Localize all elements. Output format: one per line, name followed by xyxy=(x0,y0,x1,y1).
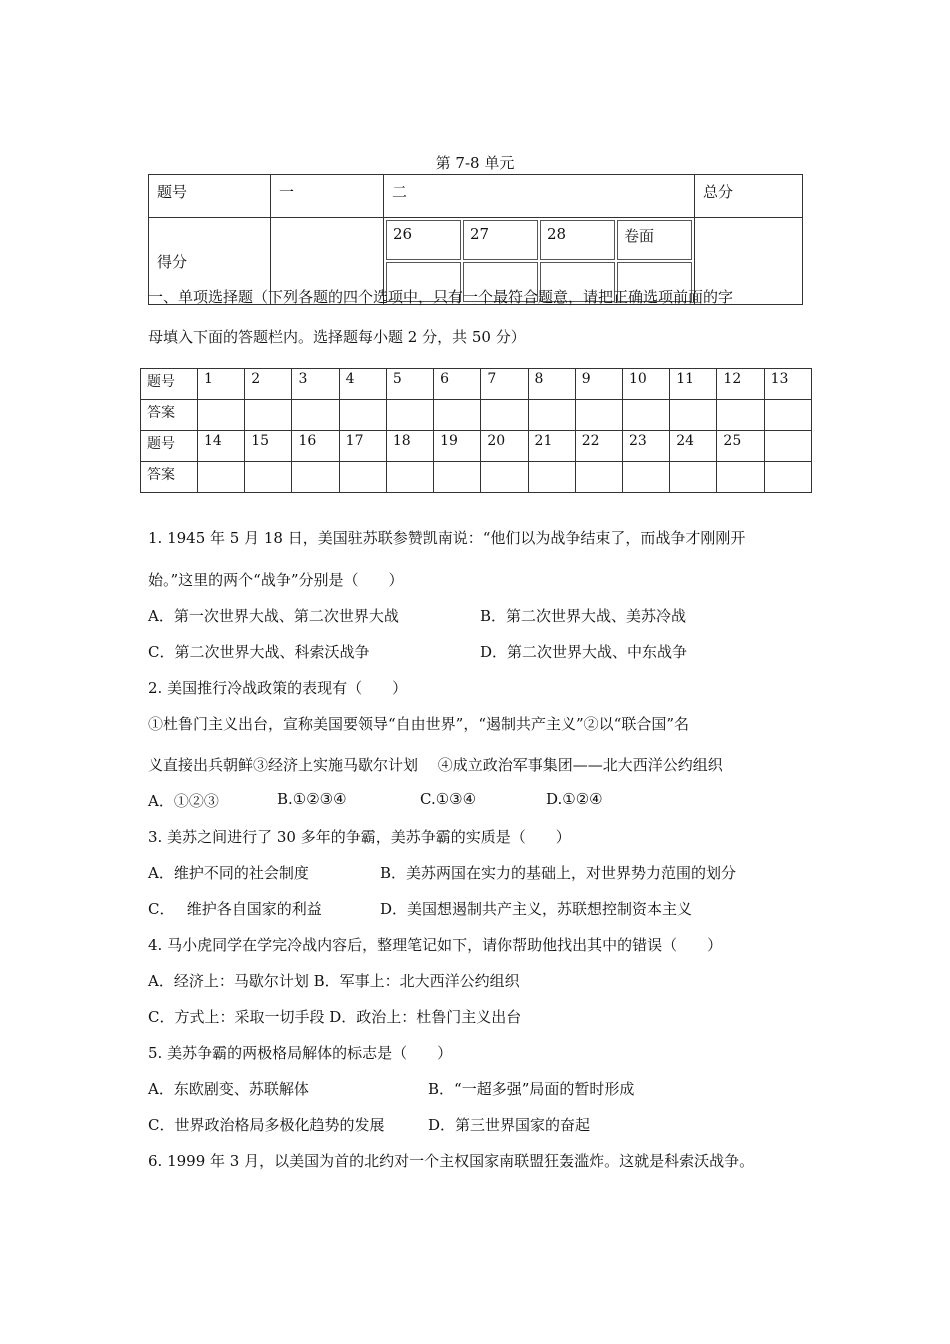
grid-number: 21 xyxy=(528,431,575,462)
question-3-option-a: A．维护不同的社会制度 xyxy=(148,864,309,882)
grid-number: 18 xyxy=(386,431,433,462)
question-2-option-c: C.①③④ xyxy=(420,790,477,808)
question-4-options-ab: A．经济上：马歇尔计划 B．军事上：北大西洋公约组织 xyxy=(148,972,520,990)
question-3-option-c: C． 维护各自国家的利益 xyxy=(148,900,322,918)
question-3-stem: 3. 美苏之间进行了 30 多年的争霸，美苏争霸的实质是（ ） xyxy=(148,828,571,846)
grid-number: 20 xyxy=(481,431,528,462)
answer-cell[interactable] xyxy=(670,462,717,493)
score-header-total: 总分 xyxy=(695,175,803,218)
answer-cell[interactable] xyxy=(386,400,433,431)
answer-cell[interactable] xyxy=(528,400,575,431)
answer-cell[interactable] xyxy=(670,400,717,431)
answer-cell[interactable] xyxy=(717,462,764,493)
answer-cell[interactable] xyxy=(292,400,339,431)
sub-header-neatness: 卷面 xyxy=(617,220,692,260)
sub-header-28: 28 xyxy=(540,220,615,260)
grid-number: 10 xyxy=(622,369,669,400)
question-5-option-a: A．东欧剧变、苏联解体 xyxy=(148,1080,309,1098)
answer-cell[interactable] xyxy=(245,400,292,431)
grid-number: 13 xyxy=(764,369,811,400)
answer-cell[interactable] xyxy=(575,462,622,493)
question-2-statements-line2: 义直接出兵朝鲜③经济上实施马歇尔计划 ④成立政治军事集团——北大西洋公约组织 xyxy=(148,756,723,774)
answer-cell[interactable] xyxy=(622,462,669,493)
grid-number xyxy=(764,431,811,462)
grid-number: 17 xyxy=(339,431,386,462)
question-1-option-a: A．第一次世界大战、第二次世界大战 xyxy=(148,607,399,625)
question-5-option-d: D．第三世界国家的奋起 xyxy=(428,1116,591,1134)
grid-number: 1 xyxy=(198,369,245,400)
answer-cell[interactable] xyxy=(434,400,481,431)
question-2-statements-line1: ①杜鲁门主义出台，宣称美国要领导“自由世界”，“遏制共产主义”②以“联合国”名 xyxy=(148,715,690,733)
answer-cell[interactable] xyxy=(622,400,669,431)
question-2-stem: 2. 美国推行冷战政策的表现有（ ） xyxy=(148,679,408,697)
grid-number: 24 xyxy=(670,431,717,462)
question-3-option-b: B．美苏两国在实力的基础上，对世界势力范围的划分 xyxy=(380,864,737,882)
grid-number: 12 xyxy=(717,369,764,400)
question-2-option-d: D.①②④ xyxy=(546,790,603,808)
page-title: 第 7-8 单元 xyxy=(435,154,515,172)
answer-cell[interactable] xyxy=(528,462,575,493)
grid-label-number: 题号 xyxy=(141,369,198,400)
grid-number: 16 xyxy=(292,431,339,462)
answer-cell[interactable] xyxy=(198,462,245,493)
question-1-stem-line2: 始。”这里的两个“战争”分别是（ ） xyxy=(148,571,404,589)
answer-cell[interactable] xyxy=(386,462,433,493)
grid-number: 25 xyxy=(717,431,764,462)
grid-number: 23 xyxy=(622,431,669,462)
answer-cell[interactable] xyxy=(245,462,292,493)
grid-label-answer: 答案 xyxy=(141,400,198,431)
grid-number: 3 xyxy=(292,369,339,400)
grid-number: 11 xyxy=(670,369,717,400)
answer-cell[interactable] xyxy=(481,462,528,493)
sub-header-26: 26 xyxy=(386,220,461,260)
question-6-stem: 6. 1999 年 3 月，以美国为首的北约对一个主权国家南联盟狂轰滥炸。这就是科索沃战争。 xyxy=(148,1152,755,1170)
question-4-stem: 4. 马小虎同学在学完冷战内容后，整理笔记如下，请你帮助他找出其中的错误（ ） xyxy=(148,936,723,954)
question-1-option-d: D．第二次世界大战、中东战争 xyxy=(480,643,688,661)
grid-number: 19 xyxy=(434,431,481,462)
grid-row-answers-1 xyxy=(141,400,812,431)
question-5-option-c: C．世界政治格局多极化趋势的发展 xyxy=(148,1116,385,1134)
question-4-options-cd: C．方式上：采取一切手段 D．政治上：杜鲁门主义出台 xyxy=(148,1008,522,1026)
grid-number: 9 xyxy=(575,369,622,400)
score-header-number: 题号 xyxy=(149,175,271,218)
score-header-part2: 二 xyxy=(384,175,695,218)
question-5-option-b: B．“一超多强”局面的暂时形成 xyxy=(428,1080,635,1098)
grid-number: 14 xyxy=(198,431,245,462)
grid-row-numbers-1 xyxy=(141,369,812,400)
grid-label-answer: 答案 xyxy=(141,462,198,493)
score-header-part1: 一 xyxy=(271,175,384,218)
answer-cell[interactable] xyxy=(434,462,481,493)
grid-label-number: 题号 xyxy=(141,431,198,462)
grid-number: 22 xyxy=(575,431,622,462)
answer-cell[interactable] xyxy=(717,400,764,431)
answer-cell[interactable] xyxy=(292,462,339,493)
question-1-option-b: B．第二次世界大战、美苏冷战 xyxy=(480,607,687,625)
answer-grid xyxy=(140,368,812,493)
answer-cell[interactable] xyxy=(339,462,386,493)
grid-number: 6 xyxy=(434,369,481,400)
grid-number: 4 xyxy=(339,369,386,400)
grid-row-answers-2 xyxy=(141,462,812,493)
answer-cell[interactable] xyxy=(198,400,245,431)
question-2-option-a: A．①②③ xyxy=(148,792,219,810)
answer-cell[interactable] xyxy=(339,400,386,431)
answer-cell[interactable] xyxy=(481,400,528,431)
question-5-stem: 5. 美苏争霸的两极格局解体的标志是（ ） xyxy=(148,1044,453,1062)
section1-instructions-line1: 一、单项选择题（下列各题的四个选项中，只有一个最符合题意，请把正确选项前面的字 xyxy=(148,288,734,306)
question-2-option-b: B.①②③④ xyxy=(277,790,347,808)
grid-number: 15 xyxy=(245,431,292,462)
grid-number: 8 xyxy=(528,369,575,400)
grid-number: 2 xyxy=(245,369,292,400)
answer-cell[interactable] xyxy=(575,400,622,431)
score-row-label: 得分 xyxy=(149,218,271,305)
question-1-option-c: C．第二次世界大战、科索沃战争 xyxy=(148,643,370,661)
answer-cell[interactable] xyxy=(764,462,811,493)
answer-cell[interactable] xyxy=(764,400,811,431)
question-3-option-d: D．美国想遏制共产主义，苏联想控制资本主义 xyxy=(380,900,693,918)
grid-row-numbers-2 xyxy=(141,431,812,462)
grid-number: 5 xyxy=(386,369,433,400)
sub-header-27: 27 xyxy=(463,220,538,260)
question-1-stem-line1: 1. 1945 年 5 月 18 日，美国驻苏联参赞凯南说：“他们以为战争结束了，而战争才刚刚开 xyxy=(148,529,746,547)
grid-number: 7 xyxy=(481,369,528,400)
section1-instructions-line2: 母填入下面的答题栏内。选择题每小题 2 分，共 50 分） xyxy=(148,328,526,346)
